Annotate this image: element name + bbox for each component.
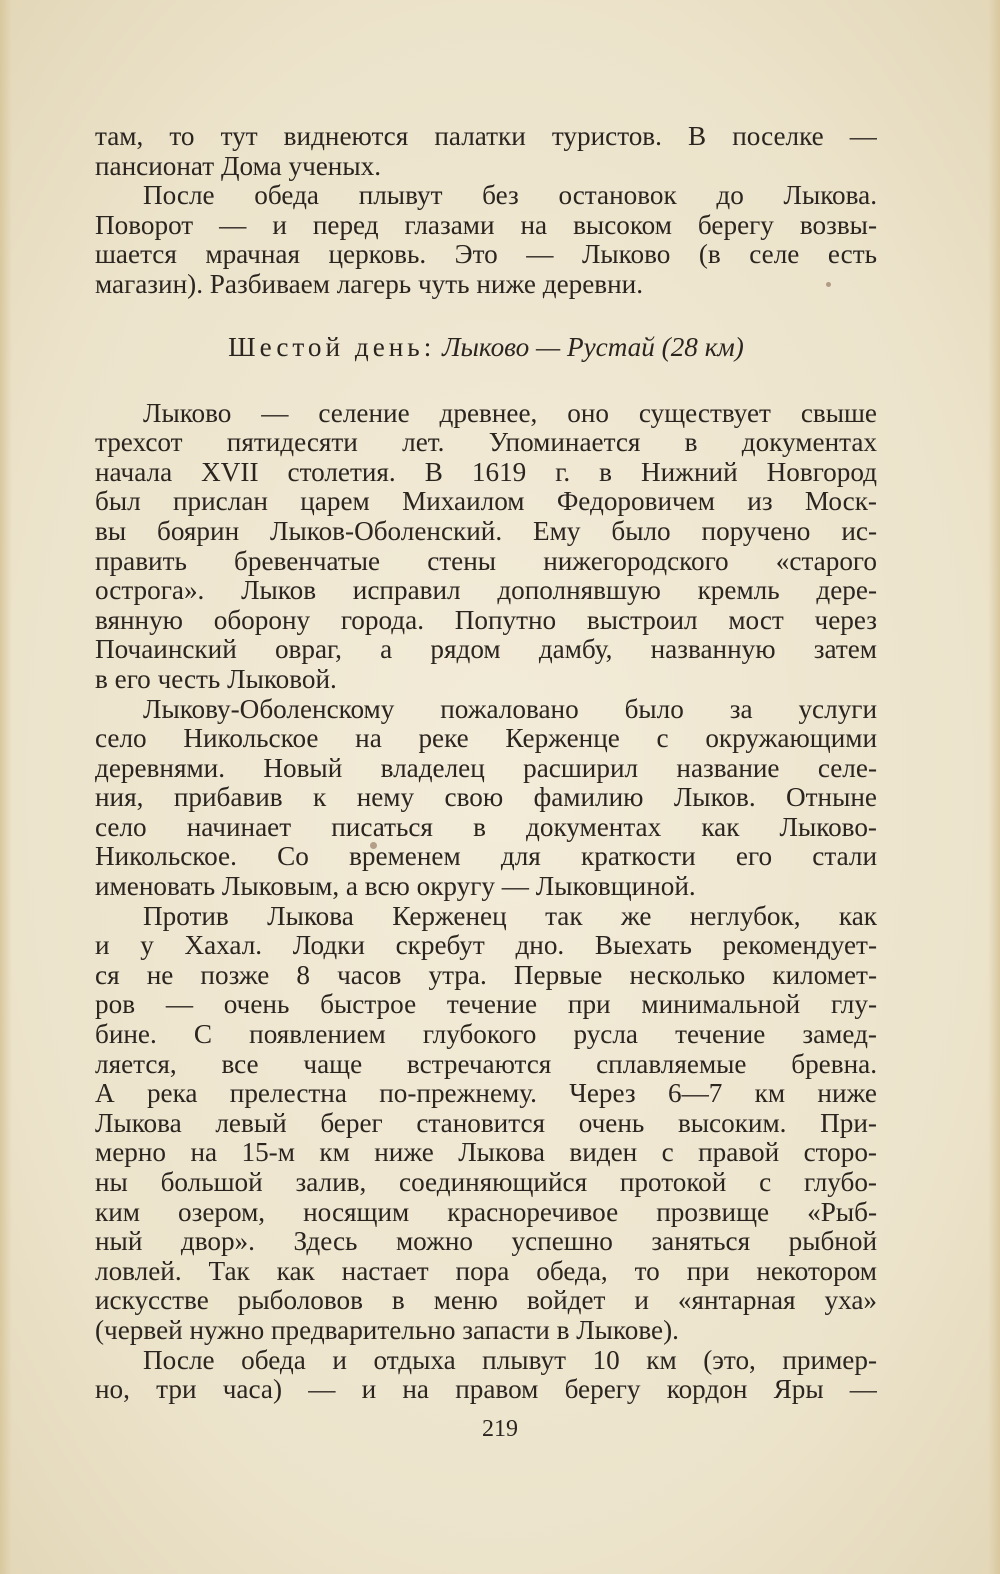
text-line: ляется, все чаще встречаются сплавляемые бревна.: [95, 1049, 877, 1079]
text-line: именовать Лыковым, а всю округу — Лыковщиной.: [95, 872, 696, 902]
text-line: Против Лыкова Керженец так же неглубок, как: [143, 901, 877, 931]
text-line: ким озером, носящим красноречивое прозвище «Рыб-: [95, 1197, 877, 1227]
continuation-paragraph: [95, 122, 877, 181]
paragraph: [95, 902, 877, 1346]
paragraph: [95, 181, 877, 299]
text-line: бине. С появлением глубокого русла течение замед-: [95, 1020, 877, 1050]
text-line: село Никольское на реке Керженце с окружающими: [95, 724, 877, 754]
text-line: мерно на 15-м км ниже Лыкова виден с правой сторо-: [95, 1138, 877, 1168]
text-line: пансионат Дома ученых.: [95, 151, 382, 181]
heading-label: Шестой день:: [228, 331, 436, 362]
text-line: (червей нужно предварительно запасти в Лыкове).: [95, 1315, 679, 1345]
text-line: начала XVII столетия. В 1619 г. в Нижний Новгород: [95, 457, 877, 487]
text-line: в его честь Лыковой.: [95, 664, 337, 694]
text-line: вы боярин Лыков-Оболенский. Ему было поручено ис-: [95, 516, 877, 546]
page-edge-right: [988, 0, 1000, 1574]
text-line: Никольское. Со временем для краткости его стали: [95, 842, 877, 872]
page-number: 219: [482, 1416, 518, 1442]
text-line: Лыково — селение древнее, оно существует свыше: [143, 398, 877, 428]
text-line: ный двор». Здесь можно успешно заняться рыбной: [95, 1227, 877, 1257]
text-line: шается мрачная церковь. Это — Лыково (в селе есть: [95, 240, 877, 270]
text-line: был прислан царем Михаилом Федоровичем из Моск-: [95, 487, 877, 517]
text-line: Поворот — и перед глазами на высоком берегу возвы-: [95, 210, 877, 240]
text-line: там, то тут виднеются палатки туристов. В поселке —: [95, 122, 877, 151]
text-line: Лыкову-Оболенскому пожаловано было за услуги: [143, 694, 877, 724]
text-line: Лыкова левый берег становится очень высоким. При-: [95, 1108, 877, 1138]
text-line: деревнями. Новый владелец расширил название селе-: [95, 753, 877, 783]
text-line: вянную оборону города. Попутно выстроил мост через: [95, 605, 877, 635]
text-line: А река прелестна по-прежнему. Через 6—7 км ниже: [95, 1079, 877, 1109]
text-line: ловлей. Так как настает пора обеда, то при некотором: [95, 1256, 877, 1286]
text-line: ся не позже 8 часов утра. Первые несколько километ-: [95, 960, 877, 990]
text-line: После обеда плывут без остановок до Лыкова.: [143, 181, 877, 211]
text-line: ния, прибавив к нему свою фамилию Лыков. Отныне: [95, 783, 877, 813]
page-edge-left: [0, 0, 12, 1574]
text-line: править бревенчатые стены нижегородского «старого: [95, 546, 877, 576]
text-line: ны большой залив, соединяющийся протокой с глубо-: [95, 1168, 877, 1197]
text-line: трехсот пятидесяти лет. Упоминается в документах: [95, 428, 877, 458]
text-line: острога». Лыков исправил дополнявшую кремль дере-: [95, 576, 877, 606]
paragraph: [95, 1346, 877, 1405]
paragraph: [95, 695, 877, 902]
text-line: село начинает писаться в документах как Лыково-: [95, 812, 877, 842]
text-line: но, три часа) — и на правом берегу кордон Яры —: [95, 1375, 877, 1405]
body-text: [95, 122, 877, 1405]
text-line: ров — очень быстрое течение при минимальной глу-: [95, 990, 877, 1020]
text-line: Почаинский овраг, а рядом дамбу, названную затем: [95, 635, 877, 665]
heading-route: Лыково — Рустай (28 км): [442, 331, 744, 362]
paragraph: [95, 399, 877, 695]
text-line: искусстве рыболовов в меню войдет и «янтарная уха»: [95, 1286, 877, 1316]
text-line: и у Хахал. Лодки скребут дно. Выехать рекомендует-: [95, 931, 877, 961]
section-heading: [95, 333, 877, 363]
text-line: магазин). Разбиваем лагерь чуть ниже деревни.: [95, 269, 644, 299]
text-line: После обеда и отдыха плывут 10 км (это, пример-: [143, 1345, 877, 1375]
